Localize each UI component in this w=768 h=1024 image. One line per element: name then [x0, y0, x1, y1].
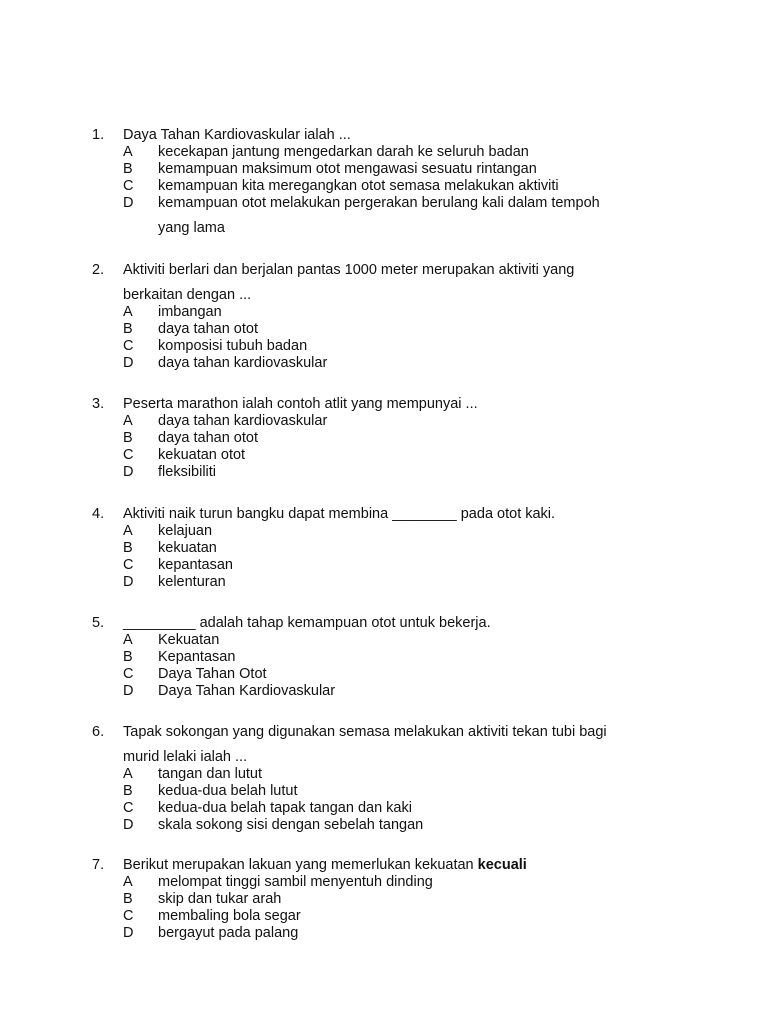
option-b	[0, 891, 768, 908]
option-text: Daya Tahan Kardiovaskular	[158, 683, 336, 699]
option-d	[0, 683, 768, 700]
option-letter: C	[123, 908, 134, 924]
question-stem-continuation: murid lelaki ialah ...	[123, 749, 248, 765]
question-number: 6.	[92, 724, 105, 740]
option-text: daya tahan otot	[158, 321, 258, 337]
option-text: komposisi tubuh badan	[158, 338, 308, 354]
option-text: fleksibiliti	[158, 464, 217, 480]
option-a	[0, 304, 768, 321]
option-text: imbangan	[158, 304, 222, 320]
option-text: kemampuan kita meregangkan otot semasa melakukan aktiviti	[158, 178, 559, 194]
option-letter: A	[123, 766, 133, 782]
question-3	[0, 396, 768, 481]
option-letter: A	[123, 874, 133, 890]
option-text: tangan dan lutut	[158, 766, 263, 782]
option-text: skala sokong sisi dengan sebelah tangan	[158, 817, 424, 833]
option-a	[0, 144, 768, 161]
option-letter: C	[123, 338, 134, 354]
option-c	[0, 447, 768, 464]
option-text: kecekapan jantung mengedarkan darah ke seluruh badan	[158, 144, 529, 160]
question-stem: Daya Tahan Kardiovaskular ialah ...	[123, 127, 351, 143]
option-letter: A	[123, 413, 133, 429]
option-c	[0, 178, 768, 195]
option-letter: C	[123, 178, 134, 194]
option-letter: A	[123, 304, 133, 320]
option-text: kedua-dua belah lutut	[158, 783, 298, 799]
option-text: daya tahan kardiovaskular	[158, 413, 328, 429]
option-b	[0, 540, 768, 557]
option-c	[0, 908, 768, 925]
option-b	[0, 321, 768, 338]
option-letter: D	[123, 574, 134, 590]
option-d	[0, 464, 768, 481]
question-7	[0, 857, 768, 942]
question-5	[0, 615, 768, 700]
option-a	[0, 874, 768, 891]
option-d	[0, 925, 768, 942]
option-letter: C	[123, 557, 134, 573]
option-text: daya tahan otot	[158, 430, 258, 446]
question-number: 5.	[92, 615, 105, 631]
question-stem-continuation: berkaitan dengan ...	[123, 287, 252, 303]
option-d	[0, 195, 768, 212]
option-text: kemampuan otot melakukan pergerakan berulang kali dalam tempoh	[158, 195, 600, 211]
option-text: skip dan tukar arah	[158, 891, 282, 907]
option-text: kekuatan	[158, 540, 217, 556]
question-stem: Aktiviti berlari dan berjalan pantas 1000 meter merupakan aktiviti yang	[123, 262, 575, 278]
option-c	[0, 338, 768, 355]
option-d	[0, 355, 768, 372]
option-letter: B	[123, 540, 133, 556]
option-text: kedua-dua belah tapak tangan dan kaki	[158, 800, 412, 816]
option-a	[0, 632, 768, 649]
option-text-continuation: yang lama	[158, 220, 225, 236]
option-letter: A	[123, 632, 133, 648]
option-d	[0, 817, 768, 834]
option-a	[0, 766, 768, 783]
option-letter: D	[123, 925, 134, 941]
question-stem: Aktiviti naik turun bangku dapat membina ________ pada otot kaki.	[123, 506, 556, 522]
question-number: 2.	[92, 262, 105, 278]
question-number: 1.	[92, 127, 105, 143]
option-c	[0, 557, 768, 574]
question-stem: _________ adalah tahap kemampuan otot untuk bekerja.	[123, 615, 491, 631]
option-letter: D	[123, 464, 134, 480]
option-text: kelajuan	[158, 523, 213, 539]
option-text: bergayut pada palang	[158, 925, 299, 941]
option-text: kelenturan	[158, 574, 226, 590]
option-text: kemampuan maksimum otot mengawasi sesuatu rintangan	[158, 161, 537, 177]
option-letter: B	[123, 891, 133, 907]
question-2	[0, 262, 768, 372]
option-letter: B	[123, 430, 133, 446]
option-text: membaling bola segar	[158, 908, 301, 924]
option-letter: D	[123, 195, 134, 211]
option-letter: B	[123, 321, 133, 337]
option-text: Daya Tahan Otot	[158, 666, 267, 682]
question-number: 7.	[92, 857, 105, 873]
option-text: melompat tinggi sambil menyentuh dinding	[158, 874, 433, 890]
option-a	[0, 413, 768, 430]
option-letter: B	[123, 649, 133, 665]
option-c	[0, 666, 768, 683]
option-text: kepantasan	[158, 557, 233, 573]
option-letter: A	[123, 523, 133, 539]
option-letter: C	[123, 666, 134, 682]
option-d-continuation	[0, 220, 768, 237]
option-letter: D	[123, 683, 134, 699]
question-number: 3.	[92, 396, 105, 412]
option-b	[0, 161, 768, 178]
question-stem: Tapak sokongan yang digunakan semasa melakukan aktiviti tekan tubi bagi	[123, 724, 607, 740]
option-letter: B	[123, 783, 133, 799]
option-letter: A	[123, 144, 133, 160]
option-text: daya tahan kardiovaskular	[158, 355, 328, 371]
option-text: kekuatan otot	[158, 447, 246, 463]
option-letter: D	[123, 355, 134, 371]
option-b	[0, 783, 768, 800]
question-4	[0, 506, 768, 591]
option-text: Kepantasan	[158, 649, 236, 665]
option-letter: B	[123, 161, 133, 177]
option-d	[0, 574, 768, 591]
option-b	[0, 649, 768, 666]
option-a	[0, 523, 768, 540]
question-stem	[123, 857, 527, 874]
option-text: Kekuatan	[158, 632, 220, 648]
option-letter: C	[123, 800, 134, 816]
question-stem-text: Berikut merupakan lakuan yang memerlukan kekuatan	[123, 857, 478, 873]
option-letter: C	[123, 447, 134, 463]
question-6	[0, 724, 768, 834]
question-1	[0, 127, 768, 237]
option-letter: D	[123, 817, 134, 833]
question-stem-emphasis: kecuali	[477, 857, 527, 873]
question-number: 4.	[92, 506, 105, 522]
option-b	[0, 430, 768, 447]
option-c	[0, 800, 768, 817]
question-stem: Peserta marathon ialah contoh atlit yang mempunyai ...	[123, 396, 478, 412]
